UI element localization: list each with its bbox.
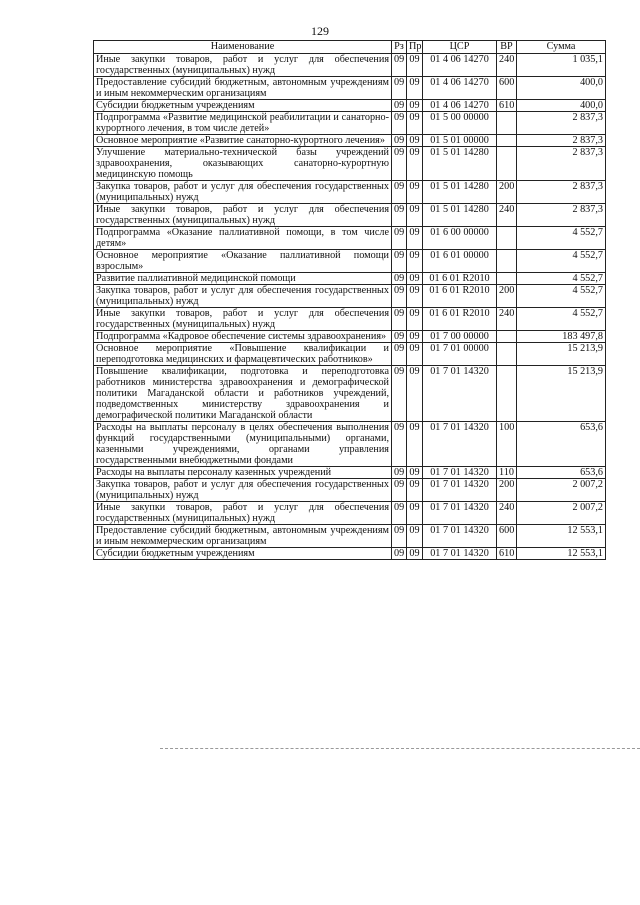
table-row <box>94 250 606 273</box>
row-vr-cell: 200 <box>497 181 517 204</box>
row-vr-cell: 110 <box>497 467 517 479</box>
table-row <box>94 135 606 147</box>
row-vr-cell <box>497 343 517 366</box>
row-pr-cell: 09 <box>407 147 423 181</box>
row-sum-cell: 653,6 <box>517 422 606 467</box>
row-rz-cell: 09 <box>392 308 407 331</box>
row-csr-cell: 01 7 01 14320 <box>423 525 497 548</box>
table-row <box>94 502 606 525</box>
row-vr-cell <box>497 147 517 181</box>
row-name-cell: Предоставление субсидий бюджетным, автономным учреждениям и иным некоммерческим организациям <box>94 77 392 100</box>
row-pr-cell: 09 <box>407 548 423 560</box>
row-vr-cell: 600 <box>497 525 517 548</box>
row-sum-cell: 400,0 <box>517 100 606 112</box>
row-pr-cell: 09 <box>407 285 423 308</box>
budget-table <box>93 40 606 560</box>
table-row <box>94 181 606 204</box>
row-rz-cell: 09 <box>392 227 407 250</box>
row-pr-cell: 09 <box>407 308 423 331</box>
row-pr-cell: 09 <box>407 331 423 343</box>
row-pr-cell: 09 <box>407 227 423 250</box>
row-pr-cell: 09 <box>407 54 423 77</box>
row-sum-cell: 183 497,8 <box>517 331 606 343</box>
row-rz-cell: 09 <box>392 112 407 135</box>
row-pr-cell: 09 <box>407 181 423 204</box>
row-vr-cell: 610 <box>497 548 517 560</box>
table-row <box>94 273 606 285</box>
table-row <box>94 285 606 308</box>
page-number: 129 <box>311 24 329 38</box>
row-csr-cell: 01 4 06 14270 <box>423 100 497 112</box>
row-pr-cell: 09 <box>407 467 423 479</box>
row-name-cell: Подпрограмма «Развитие медицинской реабилитации и санаторно-курортного лечения, в том числе детей» <box>94 112 392 135</box>
row-vr-cell: 610 <box>497 100 517 112</box>
row-pr-cell: 09 <box>407 366 423 422</box>
page-bottom-rule <box>160 748 640 749</box>
table-row <box>94 331 606 343</box>
table-body <box>94 54 606 560</box>
row-rz-cell: 09 <box>392 250 407 273</box>
header-sum: Сумма <box>517 41 606 54</box>
table-row <box>94 112 606 135</box>
header-csr: ЦСР <box>423 41 497 54</box>
row-vr-cell <box>497 112 517 135</box>
header-vr: ВР <box>497 41 517 54</box>
row-vr-cell: 240 <box>497 204 517 227</box>
row-name-cell: Закупка товаров, работ и услуг для обеспечения государственных (муниципальных) нужд <box>94 181 392 204</box>
row-name-cell: Закупка товаров, работ и услуг для обеспечения государственных (муниципальных) нужд <box>94 479 392 502</box>
table-row <box>94 467 606 479</box>
row-csr-cell: 01 5 01 14280 <box>423 181 497 204</box>
row-rz-cell: 09 <box>392 422 407 467</box>
row-name-cell: Подпрограмма «Оказание паллиативной помощи, в том числе детям» <box>94 227 392 250</box>
table-row <box>94 366 606 422</box>
row-csr-cell: 01 7 01 14320 <box>423 479 497 502</box>
row-sum-cell: 4 552,7 <box>517 250 606 273</box>
row-name-cell: Субсидии бюджетным учреждениям <box>94 100 392 112</box>
row-sum-cell: 2 837,3 <box>517 135 606 147</box>
row-sum-cell: 4 552,7 <box>517 227 606 250</box>
row-pr-cell: 09 <box>407 422 423 467</box>
row-csr-cell: 01 4 06 14270 <box>423 54 497 77</box>
row-sum-cell: 1 035,1 <box>517 54 606 77</box>
row-sum-cell: 15 213,9 <box>517 366 606 422</box>
row-sum-cell: 12 553,1 <box>517 525 606 548</box>
row-vr-cell <box>497 227 517 250</box>
row-pr-cell: 09 <box>407 502 423 525</box>
row-pr-cell: 09 <box>407 479 423 502</box>
row-rz-cell: 09 <box>392 100 407 112</box>
row-rz-cell: 09 <box>392 273 407 285</box>
row-rz-cell: 09 <box>392 54 407 77</box>
row-rz-cell: 09 <box>392 502 407 525</box>
row-csr-cell: 01 5 01 14280 <box>423 147 497 181</box>
row-vr-cell: 200 <box>497 479 517 502</box>
row-vr-cell: 240 <box>497 54 517 77</box>
row-sum-cell: 2 837,3 <box>517 181 606 204</box>
row-vr-cell: 600 <box>497 77 517 100</box>
row-csr-cell: 01 6 01 R2010 <box>423 285 497 308</box>
row-name-cell: Расходы на выплаты персоналу казенных учреждений <box>94 467 392 479</box>
row-rz-cell: 09 <box>392 181 407 204</box>
row-vr-cell <box>497 273 517 285</box>
row-rz-cell: 09 <box>392 135 407 147</box>
row-vr-cell <box>497 250 517 273</box>
row-name-cell: Развитие паллиативной медицинской помощи <box>94 273 392 285</box>
row-pr-cell: 09 <box>407 77 423 100</box>
row-sum-cell: 4 552,7 <box>517 285 606 308</box>
row-name-cell: Основное мероприятие «Развитие санаторно-курортного лечения» <box>94 135 392 147</box>
row-pr-cell: 09 <box>407 343 423 366</box>
row-pr-cell: 09 <box>407 135 423 147</box>
header-name: Наименование <box>94 41 392 54</box>
table-row <box>94 308 606 331</box>
row-rz-cell: 09 <box>392 366 407 422</box>
row-sum-cell: 400,0 <box>517 77 606 100</box>
row-pr-cell: 09 <box>407 250 423 273</box>
row-csr-cell: 01 7 01 14320 <box>423 467 497 479</box>
table-row <box>94 479 606 502</box>
row-pr-cell: 09 <box>407 525 423 548</box>
row-sum-cell: 2 007,2 <box>517 502 606 525</box>
row-sum-cell: 12 553,1 <box>517 548 606 560</box>
row-pr-cell: 09 <box>407 100 423 112</box>
table-row <box>94 54 606 77</box>
row-rz-cell: 09 <box>392 548 407 560</box>
row-vr-cell: 100 <box>497 422 517 467</box>
row-csr-cell: 01 5 01 00000 <box>423 135 497 147</box>
table-row <box>94 343 606 366</box>
row-name-cell: Повышение квалификации, подготовка и переподготовка работников министерства здравоохранения и демографической политики Магаданской области и работников учреждений, подведомственных министерству здравоохранения и демографической политики Магаданской области <box>94 366 392 422</box>
row-vr-cell: 240 <box>497 502 517 525</box>
row-sum-cell: 15 213,9 <box>517 343 606 366</box>
row-vr-cell: 200 <box>497 285 517 308</box>
row-csr-cell: 01 5 01 14280 <box>423 204 497 227</box>
row-csr-cell: 01 6 00 00000 <box>423 227 497 250</box>
row-csr-cell: 01 6 01 00000 <box>423 250 497 273</box>
row-sum-cell: 2 837,3 <box>517 147 606 181</box>
row-csr-cell: 01 7 01 14320 <box>423 502 497 525</box>
row-name-cell: Подпрограмма «Кадровое обеспечение системы здравоохранения» <box>94 331 392 343</box>
table-row <box>94 548 606 560</box>
header-rz: Рз <box>392 41 407 54</box>
header-pr: Пр <box>407 41 423 54</box>
row-csr-cell: 01 6 01 R2010 <box>423 308 497 331</box>
table-row <box>94 525 606 548</box>
row-name-cell: Иные закупки товаров, работ и услуг для обеспечения государственных (муниципальных) нужд <box>94 204 392 227</box>
row-rz-cell: 09 <box>392 525 407 548</box>
row-rz-cell: 09 <box>392 479 407 502</box>
table-row <box>94 227 606 250</box>
row-csr-cell: 01 7 01 14320 <box>423 548 497 560</box>
row-rz-cell: 09 <box>392 147 407 181</box>
table-row <box>94 204 606 227</box>
row-csr-cell: 01 7 00 00000 <box>423 331 497 343</box>
row-csr-cell: 01 7 01 14320 <box>423 366 497 422</box>
row-rz-cell: 09 <box>392 331 407 343</box>
table-row <box>94 422 606 467</box>
row-vr-cell <box>497 366 517 422</box>
row-pr-cell: 09 <box>407 204 423 227</box>
row-sum-cell: 4 552,7 <box>517 273 606 285</box>
row-sum-cell: 2 007,2 <box>517 479 606 502</box>
row-rz-cell: 09 <box>392 77 407 100</box>
row-name-cell: Основное мероприятие «Оказание паллиативной помощи взрослым» <box>94 250 392 273</box>
row-rz-cell: 09 <box>392 285 407 308</box>
row-name-cell: Субсидии бюджетным учреждениям <box>94 548 392 560</box>
row-sum-cell: 2 837,3 <box>517 204 606 227</box>
row-pr-cell: 09 <box>407 112 423 135</box>
table-header-row <box>94 41 606 54</box>
row-csr-cell: 01 7 01 14320 <box>423 422 497 467</box>
row-sum-cell: 653,6 <box>517 467 606 479</box>
row-pr-cell: 09 <box>407 273 423 285</box>
row-name-cell: Улучшение материально-технической базы учреждений здравоохранения, оказывающих санаторно-курортную медицинскую помощь <box>94 147 392 181</box>
row-rz-cell: 09 <box>392 204 407 227</box>
table-row <box>94 147 606 181</box>
row-name-cell: Основное мероприятие «Повышение квалификации и переподготовка медицинских и фармацевтических работников» <box>94 343 392 366</box>
row-csr-cell: 01 4 06 14270 <box>423 77 497 100</box>
row-name-cell: Предоставление субсидий бюджетным, автономным учреждениям и иным некоммерческим организациям <box>94 525 392 548</box>
row-vr-cell: 240 <box>497 308 517 331</box>
row-vr-cell <box>497 331 517 343</box>
table-row <box>94 100 606 112</box>
row-name-cell: Расходы на выплаты персоналу в целях обеспечения выполнения функций государственными (муниципальными) органами, казенными учреждениями, органами управления государственными внебюджетными фондами <box>94 422 392 467</box>
row-rz-cell: 09 <box>392 467 407 479</box>
row-sum-cell: 2 837,3 <box>517 112 606 135</box>
row-csr-cell: 01 7 01 00000 <box>423 343 497 366</box>
row-rz-cell: 09 <box>392 343 407 366</box>
row-sum-cell: 4 552,7 <box>517 308 606 331</box>
row-csr-cell: 01 6 01 R2010 <box>423 273 497 285</box>
row-name-cell: Иные закупки товаров, работ и услуг для обеспечения государственных (муниципальных) нужд <box>94 308 392 331</box>
row-csr-cell: 01 5 00 00000 <box>423 112 497 135</box>
table-row <box>94 77 606 100</box>
row-vr-cell <box>497 135 517 147</box>
row-name-cell: Иные закупки товаров, работ и услуг для обеспечения государственных (муниципальных) нужд <box>94 54 392 77</box>
row-name-cell: Иные закупки товаров, работ и услуг для обеспечения государственных (муниципальных) нужд <box>94 502 392 525</box>
row-name-cell: Закупка товаров, работ и услуг для обеспечения государственных (муниципальных) нужд <box>94 285 392 308</box>
